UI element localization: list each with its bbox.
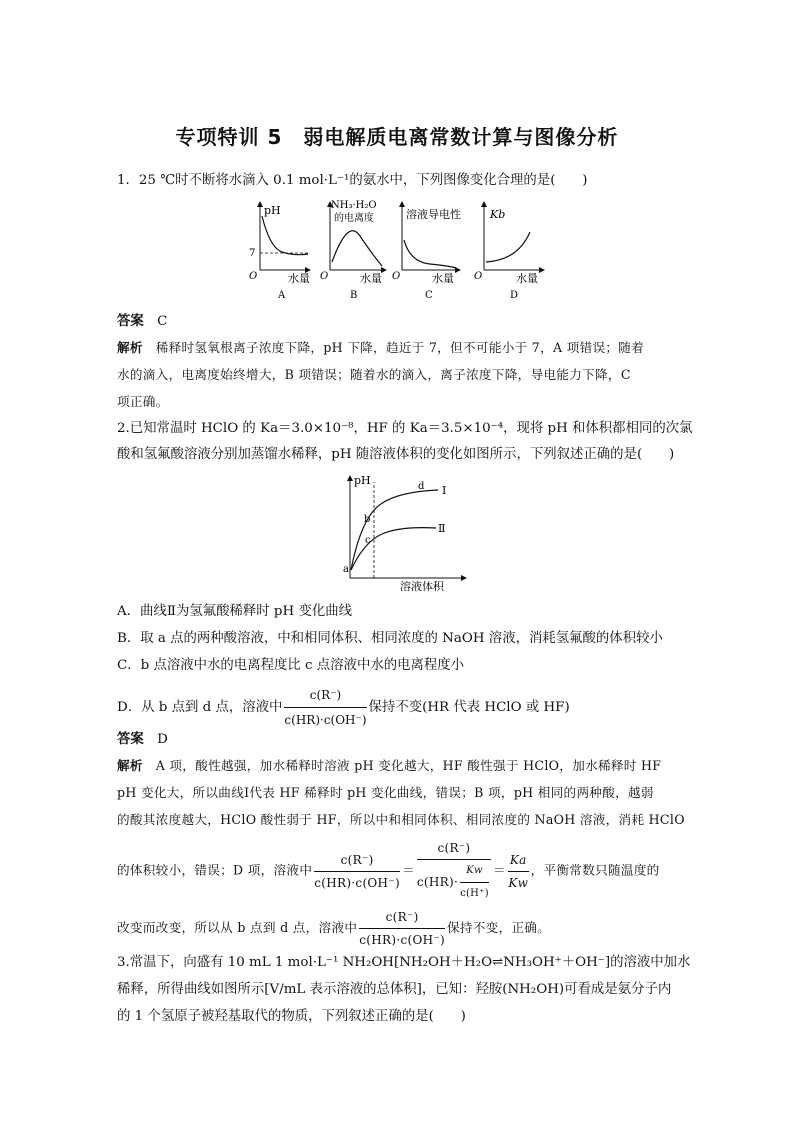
q2-exp-1: 解析 A 项，酸性越强，加水稀释时溶液 pH 变化越大，HF 酸性强于 HClO，加水稀释时 HF bbox=[117, 758, 662, 773]
curve-1-label: Ⅰ bbox=[442, 484, 447, 497]
graph-a-ylabel: pH bbox=[264, 204, 281, 217]
q1-graphs bbox=[240, 196, 560, 304]
graph-a-origin: O bbox=[249, 271, 258, 282]
graph-b-origin: O bbox=[320, 271, 329, 282]
point-a: a bbox=[343, 564, 349, 575]
q1-answer: 答案 C bbox=[117, 314, 168, 329]
graph-c-xlabel: 水量 bbox=[432, 272, 454, 285]
q2-stem-2: 酸和氢氟酸溶液分别加蒸馏水稀释，pH 随溶液体积的变化如图所示，下列叙述正确的是( ) bbox=[117, 447, 675, 462]
q1-exp-2: 水的滴入，电离度始终增大，B 项错误；随着水的滴入，离子浓度下降，导电能力下降，C bbox=[117, 367, 631, 382]
graph-b-tag: B bbox=[350, 290, 358, 301]
graph-a-tag: A bbox=[278, 290, 286, 301]
graph-d bbox=[474, 202, 544, 301]
point-d: d bbox=[418, 481, 425, 492]
graph-c-origin: O bbox=[392, 271, 401, 282]
q2-stem-1: 2.已知常温时 HClO 的 Ka＝3.0×10⁻⁸，HF 的 Ka＝3.5×10⁻⁴，现将 pH 和体积都相同的次氯 bbox=[117, 421, 693, 436]
q2-exp-5: 改变而改变，所以从 b 点到 d 点，溶液中 $\frac{c(R^-)}{c(HR)\cdot c(OH^-)}$ 保持不变，正确。 bbox=[117, 907, 550, 950]
q2-xlabel: 溶液体积 bbox=[400, 580, 444, 592]
q2-exp-3: 的酸其浓度越大，HClO 酸性弱于 HF，所以中和相同体积、相同浓度的 NaOH 溶液，消耗 HClO bbox=[117, 812, 685, 827]
q3-line-2: 稀释，所得曲线如图所示[V/mL 表示溶液的总体积]，已知：羟胺(NH₂OH)可看成是氨分子内 bbox=[117, 982, 672, 997]
graph-d-ylabel: Kb bbox=[490, 208, 506, 221]
q2-option-a: A．曲线Ⅱ为氢氟酸稀释时 pH 变化曲线 bbox=[117, 604, 353, 619]
graph-c-tag: C bbox=[425, 290, 433, 301]
q2-option-b: B．取 a 点的两种酸溶液，中和相同体积、相同浓度的 NaOH 溶液，消耗氢氟酸的体积较小 bbox=[117, 631, 663, 646]
point-c: c bbox=[365, 535, 371, 546]
q1-stem: 1．25 ℃时不断将水滴入 0.1 mol·L⁻¹的氨水中，下列图像变化合理的是( ) bbox=[117, 173, 588, 188]
q1-exp-1: 解析 稀释时氢氧根离子浓度下降，pH 下降，趋近于 7，但不可能小于 7，A 项错误；随着 bbox=[117, 340, 645, 355]
graph-b bbox=[320, 200, 386, 301]
graph-a-7: 7 bbox=[249, 248, 256, 259]
curve-2 bbox=[351, 528, 436, 570]
fraction: $\frac{c(R^-)}{c(HR)\cdot c(OH^-)}$ bbox=[284, 684, 366, 731]
q2-ylabel: pH bbox=[354, 474, 371, 487]
graph-b-xlabel: 水量 bbox=[360, 272, 382, 285]
graph-a bbox=[249, 202, 310, 301]
graph-c bbox=[392, 202, 461, 301]
graph-c-ylabel: 溶液导电性 bbox=[406, 208, 461, 221]
q1-exp-3: 项正确。 bbox=[117, 394, 169, 409]
q3-line-3: 的 1 个氢原子被羟基取代的物质，下列叙述正确的是( ) bbox=[117, 1009, 466, 1024]
q2-exp-2: pH 变化大，所以曲线Ⅰ代表 HF 稀释时 pH 变化曲线，错误；B 项，pH 相同的两种酸，越弱 bbox=[117, 785, 654, 800]
q2-exp-4: 的体积较小，错误；D 项，溶液中 $\frac{c(R^-)}{c(HR)\cdot c(OH^-)}$ ＝ c(R⁻) c(HR)· $\frac{Kw}{c(H^+)}$ ＝ $\frac{Ka}{Kw}$ ，平衡常数只随温度的 bbox=[117, 838, 660, 904]
point-b: b bbox=[364, 514, 371, 525]
curve-2-label: Ⅱ bbox=[438, 522, 446, 535]
q2-option-d: D．从 b 点到 d 点，溶液中 $\frac{c(R^-)}{c(HR)\cdot c(OH^-)}$ 保持不变(HR 代表 HClO 或 HF) bbox=[117, 684, 570, 731]
q2-answer: 答案 D bbox=[117, 732, 168, 747]
graph-b-ylabel1: NH₃·H₂O bbox=[331, 200, 377, 211]
q2-graph bbox=[338, 472, 470, 592]
graph-d-tag: D bbox=[510, 290, 519, 301]
q2-option-c: C．b 点溶液中水的电离程度比 c 点溶液中水的电离程度小 bbox=[117, 658, 465, 673]
graph-a-xlabel: 水量 bbox=[288, 272, 310, 285]
graph-d-origin: O bbox=[474, 271, 483, 282]
q3-line-1: 3.常温下，向盛有 10 mL 1 mol·L⁻¹ NH₂OH[NH₂OH＋H₂O⇌NH₃OH⁺＋OH⁻]的溶液中加水 bbox=[117, 955, 691, 970]
graph-b-ylabel2: 的电离度 bbox=[334, 213, 374, 224]
graph-d-xlabel: 水量 bbox=[516, 272, 538, 285]
page-title: 专项特训 5 弱电解质电离常数计算与图像分析 bbox=[175, 125, 619, 149]
